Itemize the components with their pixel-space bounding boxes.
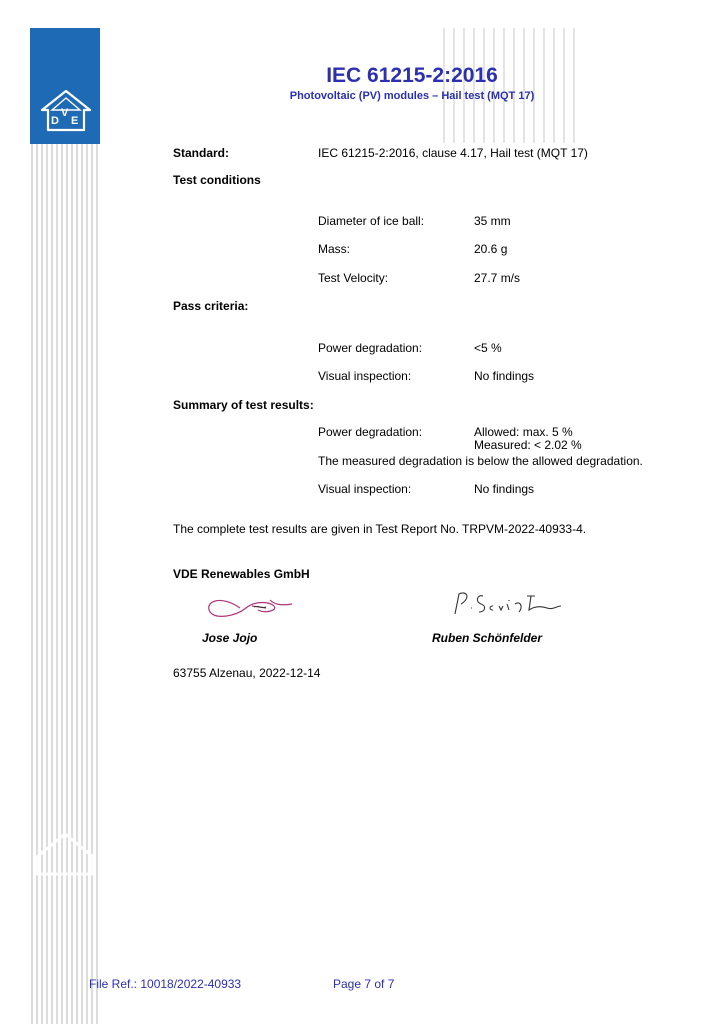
company-name: VDE Renewables GmbH bbox=[173, 567, 310, 581]
standard-value: IEC 61215-2:2016, clause 4.17, Hail test (MQT 17) bbox=[318, 146, 588, 160]
summary-heading: Summary of test results: bbox=[173, 398, 314, 412]
pass-criteria-heading: Pass criteria: bbox=[173, 299, 249, 313]
summary-power-measured: Measured: < 2.02 % bbox=[474, 438, 582, 452]
criteria-label-visual: Visual inspection: bbox=[318, 369, 412, 383]
criteria-label-power: Power degradation: bbox=[318, 341, 423, 355]
document-title: IEC 61215-2:2016 bbox=[326, 64, 498, 87]
condition-value-velocity: 27.7 m/s bbox=[474, 271, 521, 285]
signature-jose-jojo bbox=[200, 590, 300, 626]
condition-label-diameter: Diameter of ice ball: bbox=[318, 214, 425, 228]
condition-value-diameter: 35 mm bbox=[474, 214, 511, 228]
svg-text:E: E bbox=[71, 115, 79, 127]
decorative-side-lines bbox=[30, 144, 100, 1024]
criteria-value-power: <5 % bbox=[474, 341, 502, 355]
condition-value-mass: 20.6 g bbox=[474, 242, 508, 256]
file-reference: File Ref.: 10018/2022-40933 bbox=[89, 977, 242, 991]
vde-logo-icon bbox=[40, 88, 92, 134]
summary-visual-value: No findings bbox=[474, 482, 535, 496]
condition-label-velocity: Test Velocity: bbox=[318, 271, 389, 285]
document-subtitle: Photovoltaic (PV) modules – Hail test (MQT 17) bbox=[289, 90, 535, 102]
condition-label-mass: Mass: bbox=[318, 242, 351, 256]
signatory-name-1: Jose Jojo bbox=[202, 631, 258, 645]
place-date: 63755 Alzenau, 2022-12-14 bbox=[173, 666, 321, 680]
svg-text:D: D bbox=[51, 115, 59, 127]
report-reference: The complete test results are given in Test Report No. TRPVM-2022-40933-4. bbox=[173, 522, 587, 536]
criteria-value-visual: No findings bbox=[474, 369, 535, 383]
summary-power-label: Power degradation: bbox=[318, 425, 423, 439]
signature-ruben-schoenfelder bbox=[445, 586, 565, 620]
page-number: Page 7 of 7 bbox=[333, 977, 395, 991]
svg-text:V: V bbox=[61, 107, 69, 119]
test-conditions-heading: Test conditions bbox=[173, 173, 261, 187]
signatory-name-2: Ruben Schönfelder bbox=[432, 631, 543, 645]
summary-note: The measured degradation is below the allowed degradation. bbox=[318, 454, 643, 468]
standard-label: Standard: bbox=[173, 146, 230, 160]
summary-visual-label: Visual inspection: bbox=[318, 482, 412, 496]
summary-power-allowed: Allowed: max. 5 % bbox=[474, 425, 573, 439]
